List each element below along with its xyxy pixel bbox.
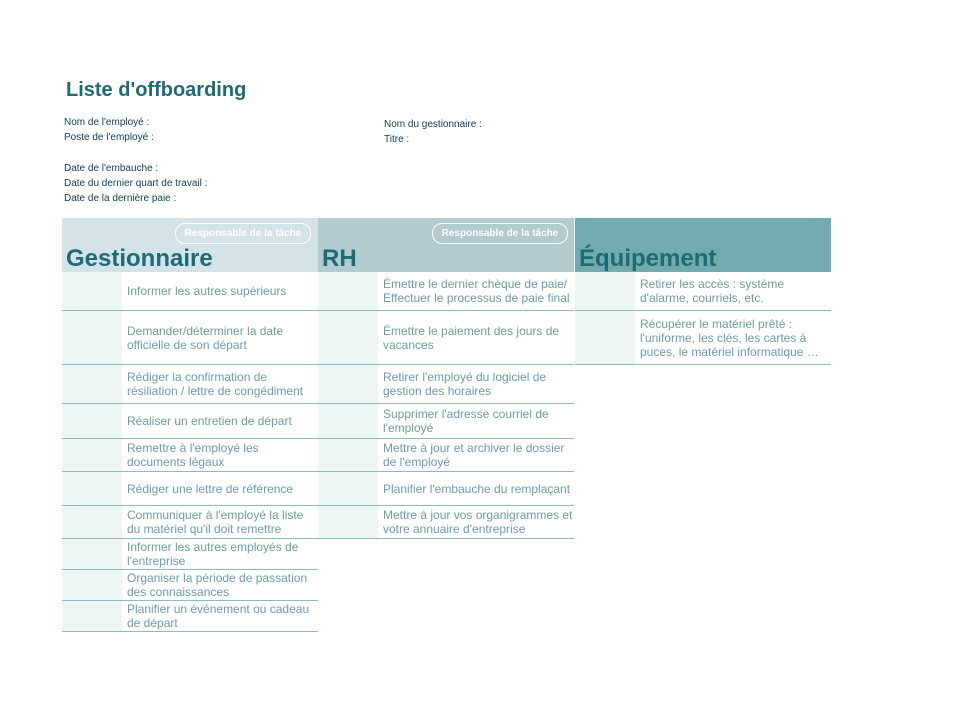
column-rh bbox=[318, 218, 574, 539]
task-label: Informer les autres supérieurs bbox=[127, 284, 287, 298]
column-title: RH bbox=[322, 245, 357, 272]
task-row bbox=[318, 439, 574, 472]
task-label: Demander/déterminer la date officielle de son départ bbox=[127, 323, 284, 352]
task-label: Retirer les accès : système d'alarme, courriels, etc. bbox=[640, 277, 785, 305]
task-label: Planifier l'embauche du remplaçant bbox=[383, 481, 571, 496]
task-row bbox=[62, 404, 318, 439]
manager-title-label: Titre : bbox=[384, 134, 410, 145]
task-row bbox=[62, 570, 318, 601]
task-label: Organiser la période de passation des connaissances bbox=[127, 571, 308, 599]
column-header-rh bbox=[318, 218, 574, 272]
task-checkbox[interactable] bbox=[318, 472, 378, 505]
column-title: Équipement bbox=[579, 245, 717, 272]
task-checkbox[interactable] bbox=[62, 311, 122, 364]
last-pay-date-label: Date de la dernière paie : bbox=[64, 193, 177, 204]
task-checkbox[interactable] bbox=[62, 439, 122, 471]
task-row bbox=[62, 601, 318, 632]
task-checkbox[interactable] bbox=[318, 272, 378, 310]
task-row bbox=[62, 365, 318, 404]
hire-date-label: Date de l'embauche : bbox=[64, 163, 159, 174]
task-label: Informer les autres employés de l'entreprise bbox=[127, 540, 299, 568]
task-label: Retirer l'employé du logiciel de gestion des horaires bbox=[383, 370, 547, 398]
last-shift-date-label: Date du dernier quart de travail : bbox=[64, 178, 208, 189]
column-gestionnaire bbox=[62, 218, 318, 632]
task-row bbox=[62, 472, 318, 506]
manager-name-label: Nom du gestionnaire : bbox=[384, 119, 482, 130]
task-row bbox=[318, 272, 574, 311]
task-checkbox[interactable] bbox=[62, 365, 122, 403]
task-row bbox=[318, 472, 574, 506]
task-checkbox[interactable] bbox=[62, 506, 122, 538]
task-label: Réaliser un entretien de départ bbox=[127, 414, 292, 428]
column-equipement bbox=[575, 218, 831, 365]
task-row bbox=[62, 311, 318, 365]
task-row bbox=[575, 272, 831, 311]
task-checkbox[interactable] bbox=[62, 472, 122, 505]
task-owner-button[interactable]: Responsable de la tâche bbox=[175, 223, 311, 244]
task-checkbox[interactable] bbox=[62, 570, 122, 600]
task-checkbox[interactable] bbox=[318, 404, 378, 438]
column-title: Gestionnaire bbox=[66, 245, 213, 272]
column-header-equipement bbox=[575, 218, 831, 272]
task-row bbox=[62, 539, 318, 570]
task-label: Émettre le paiement des jours de vacances bbox=[383, 323, 560, 352]
task-row bbox=[62, 439, 318, 472]
task-checkbox[interactable] bbox=[318, 439, 378, 471]
task-checkbox[interactable] bbox=[62, 272, 122, 310]
task-row bbox=[575, 311, 831, 365]
task-label: Émettre le dernier chèque de paie/ Effectuer le processus de paie final bbox=[383, 277, 570, 305]
task-row bbox=[62, 272, 318, 311]
task-checkbox[interactable] bbox=[575, 272, 635, 310]
task-row bbox=[318, 404, 574, 439]
task-checkbox[interactable] bbox=[318, 365, 378, 403]
task-owner-button[interactable]: Responsable de la tâche bbox=[432, 223, 568, 244]
task-label: Supprimer l'adresse courriel de l'employé bbox=[383, 407, 549, 435]
employee-name-label: Nom de l'employé : bbox=[64, 117, 150, 128]
column-header-gestionnaire bbox=[62, 218, 318, 272]
task-row bbox=[318, 311, 574, 365]
task-label: Rédiger une lettre de référence bbox=[127, 481, 294, 496]
task-row bbox=[318, 506, 574, 539]
task-checkbox[interactable] bbox=[318, 311, 378, 364]
employee-position-label: Poste de l'employé : bbox=[64, 132, 154, 143]
task-checkbox[interactable] bbox=[62, 404, 122, 438]
task-checkbox[interactable] bbox=[62, 601, 122, 631]
task-label: Remettre à l'employé les documents légaux bbox=[127, 441, 259, 469]
task-label: Récupérer le matériel prêté : l'uniforme, les clés, les cartes à puces, le matériel informatique … bbox=[640, 316, 819, 359]
task-row bbox=[318, 365, 574, 404]
task-row bbox=[62, 506, 318, 539]
task-label: Planifier un événement ou cadeau de départ bbox=[127, 602, 310, 630]
page-title: Liste d'offboarding bbox=[66, 79, 247, 101]
task-checkbox[interactable] bbox=[62, 539, 122, 569]
task-label: Rédiger la confirmation de résiliation / lettre de congédiment bbox=[127, 370, 304, 398]
task-checkbox[interactable] bbox=[575, 311, 635, 364]
task-checkbox[interactable] bbox=[318, 506, 378, 538]
task-label: Mettre à jour vos organigrammes et votre annuaire d'entreprise bbox=[383, 508, 573, 536]
task-label: Communiquer à l'employé la liste du matériel qu'il doit remettre bbox=[127, 508, 304, 536]
task-label: Mettre à jour et archiver le dossier de l'employé bbox=[383, 441, 565, 469]
